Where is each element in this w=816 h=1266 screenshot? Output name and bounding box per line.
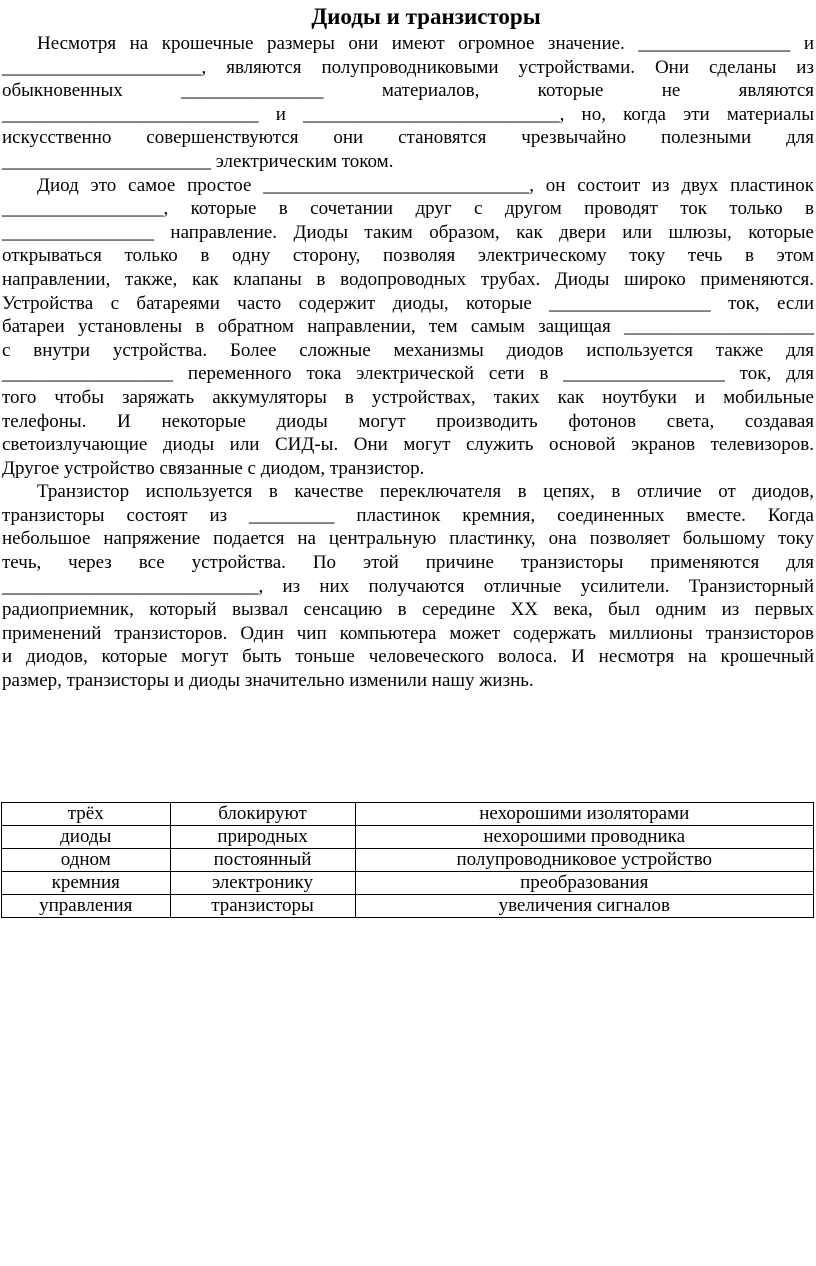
text-line: открываться только в одну сторону, позволяя электрическому току течь в этом xyxy=(2,245,814,267)
word-bank-table xyxy=(1,802,814,918)
text-line: __________________ переменного тока электрической сети в _________________ ток, для xyxy=(2,363,814,385)
word-cell: электронику xyxy=(170,872,355,895)
document-title: Диоды и транзисторы xyxy=(311,4,541,29)
word-cell: полупроводниковое устройство xyxy=(355,849,813,872)
word-cell: кремния xyxy=(2,872,171,895)
word-cell: нехорошими изоляторами xyxy=(355,803,813,826)
table-row xyxy=(2,803,814,826)
word-cell: трёх xyxy=(2,803,171,826)
word-cell: нехорошими проводника xyxy=(355,826,813,849)
word-cell: управления xyxy=(2,895,171,918)
text-line: телефоны. И некоторые диоды могут производить фотонов света, создавая xyxy=(2,410,814,432)
table-row xyxy=(2,872,814,895)
text-line: ___________________________ и ___________________________, но, когда эти материалы xyxy=(2,103,814,125)
text-line: того чтобы заряжать аккумуляторы в устройствах, таких как ноутбуки и мобильные xyxy=(2,386,814,408)
text-line: Транзистор используется в качестве переключателя в цепях, в отличие от диодов, xyxy=(37,481,814,503)
text-line: Другое устройство связанные с диодом, транзистор. xyxy=(2,457,425,479)
text-line: _____________________, являются полупроводниковыми устройствами. Они сделаны из xyxy=(2,56,814,78)
table-row xyxy=(2,895,814,918)
word-cell: увеличения сигналов xyxy=(355,895,813,918)
text-line: светоизлучающие диоды или СИД-ы. Они могут служить основой экранов телевизоров. xyxy=(2,434,814,456)
paragraph-2 xyxy=(2,174,814,481)
text-line: Несмотря на крошечные размеры они имеют огромное значение. ________________ и xyxy=(37,33,814,54)
word-cell: преобразования xyxy=(355,872,813,895)
text-line: небольшое напряжение подается на центральную пластинку, она позволяет большому току xyxy=(2,528,814,550)
text-line: искусственно совершенствуются они становятся чрезвычайно полезными для xyxy=(2,127,814,149)
text-line: радиоприемник, который вызвал сенсацию в середине XX века, был одним из первых xyxy=(2,599,814,621)
text-line: с внутри устройства. Более сложные механизмы диодов используется также для xyxy=(2,339,814,361)
text-line: батареи установлены в обратном направлении, тем самым защищая ____________________ xyxy=(2,316,814,338)
word-cell: природных xyxy=(170,826,355,849)
text-line: ________________ направление. Диоды таким образом, как двери или шлюзы, которые xyxy=(2,221,814,243)
word-cell: транзисторы xyxy=(170,895,355,918)
text-line: Диод это самое простое ____________________________, он состоит из двух пластинок xyxy=(37,174,814,196)
word-cell: диоды xyxy=(2,826,171,849)
document-body xyxy=(2,32,814,693)
text-line: транзисторы состоят из _________ пластинок кремния, соединенных вместе. Когда xyxy=(2,504,814,526)
table-row xyxy=(2,826,814,849)
word-cell: постоянный xyxy=(170,849,355,872)
word-cell: блокируют xyxy=(170,803,355,826)
word-cell: одном xyxy=(2,849,171,872)
text-line: обыкновенных _______________ материалов, которые не являются xyxy=(2,80,814,102)
text-line: течь, через все устройства. По этой причине транзисторы применяются для xyxy=(2,552,814,574)
text-line: направлении, также, как клапаны в водопроводных трубах. Диоды широко применяются. xyxy=(2,268,814,290)
paragraph-3 xyxy=(2,480,814,692)
text-line: Устройства с батареями часто содержит диоды, которые _________________ ток, если xyxy=(2,292,814,314)
text-line: ___________________________, из них получаются отличные усилители. Транзисторный xyxy=(2,575,814,597)
text-line: и диодов, которые могут быть тоньше человеческого волоса. И несмотря на крошечный xyxy=(2,646,814,668)
text-line: _________________, которые в сочетании друг с другом проводят ток только в xyxy=(2,198,814,220)
text-line: размер, транзисторы и диоды значительно изменили нашу жизнь. xyxy=(2,670,534,692)
text-line: ______________________ электрическим током. xyxy=(2,150,394,172)
paragraph-1 xyxy=(2,32,814,174)
text-line: применений транзисторов. Один чип компьютера может содержать миллионы транзисторов xyxy=(2,622,814,644)
table-row xyxy=(2,849,814,872)
